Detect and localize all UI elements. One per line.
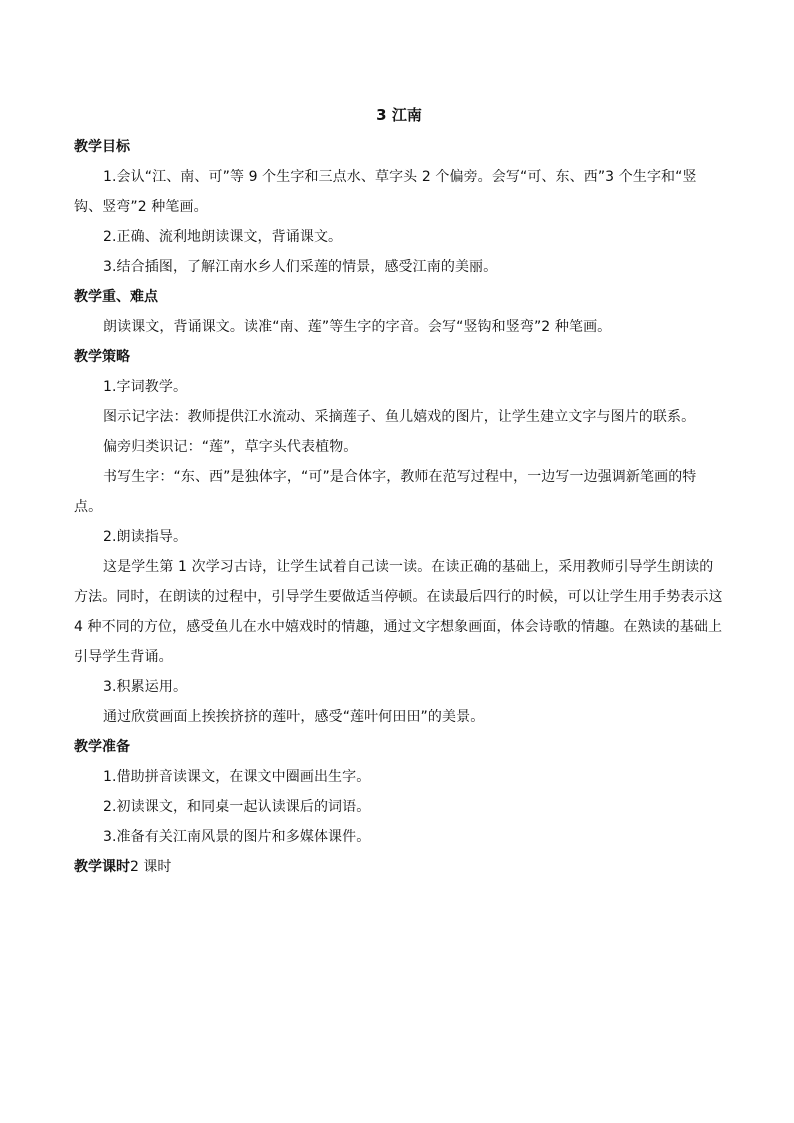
strategy-item-6: 这是学生第 1 次学习古诗，让学生试着自己读一读。在读正确的基础上，采用教师引导学生朗读的方法。同时，在朗读的过程中，引导学生要做适当停顿。在读最后四行的时候，可以让学生用手势表示这 4 种不同的方位，感受鱼儿在水中嬉戏时的情趣，通过文字想象画面，体会诗歌的情趣。在熟读的基础上引导学生背诵。 — [74, 559, 723, 665]
objective-item-3: 3.结合插图，了解江南水乡人们采莲的情景，感受江南的美丽。 — [103, 259, 498, 275]
key-point-item-1: 朗读课文，背诵课文。读准“南、莲”等生字的字音。会写“竖钩和竖弯”2 种笔画。 — [103, 319, 612, 335]
preparation-item-2: 2.初读课文，和同桌一起认读课后的词语。 — [103, 799, 371, 815]
objective-item-1: 1.会认“江、南、可”等 9 个生字和三点水、草字头 2 个偏旁。会写“可、东、西”3 个生字和“竖钩、竖弯”2 种笔画。 — [74, 169, 697, 215]
document-page — [74, 104, 724, 882]
document-title: 3 江南 — [376, 106, 422, 124]
strategy-item-5: 2.朗读指导。 — [103, 529, 188, 545]
preparation-item-1: 1.借助拼音读课文，在课文中圈画出生字。 — [103, 769, 371, 785]
preparation-item-3: 3.准备有关江南风景的图片和多媒体课件。 — [103, 829, 371, 845]
objective-item-2: 2.正确、流利地朗读课文，背诵课文。 — [103, 229, 343, 245]
strategy-item-3: 偏旁归类识记：“莲”，草字头代表植物。 — [103, 439, 358, 455]
section-heading-strategies: 教学策略 — [74, 349, 130, 365]
section-heading-objectives: 教学目标 — [74, 139, 130, 155]
section-heading-key-points: 教学重、难点 — [74, 289, 158, 305]
section-hours-line — [74, 852, 724, 882]
section-heading-preparation: 教学准备 — [74, 739, 130, 755]
strategy-item-1: 1.字词教学。 — [103, 379, 188, 395]
strategy-item-2: 图示记字法：教师提供江水流动、采摘莲子、鱼儿嬉戏的图片，让学生建立文字与图片的联系。 — [103, 409, 696, 425]
section-heading-hours: 教学课时 — [74, 859, 130, 875]
strategy-item-8: 通过欣赏画面上挨挨挤挤的莲叶，感受“莲叶何田田”的美景。 — [103, 709, 485, 725]
hours-value: 2 课时 — [130, 859, 172, 875]
strategy-item-7: 3.积累运用。 — [103, 679, 188, 695]
strategy-item-4: 书写生字：“东、西”是独体字，“可”是合体字，教师在范写过程中，一边写一边强调新笔画的特点。 — [74, 469, 697, 515]
